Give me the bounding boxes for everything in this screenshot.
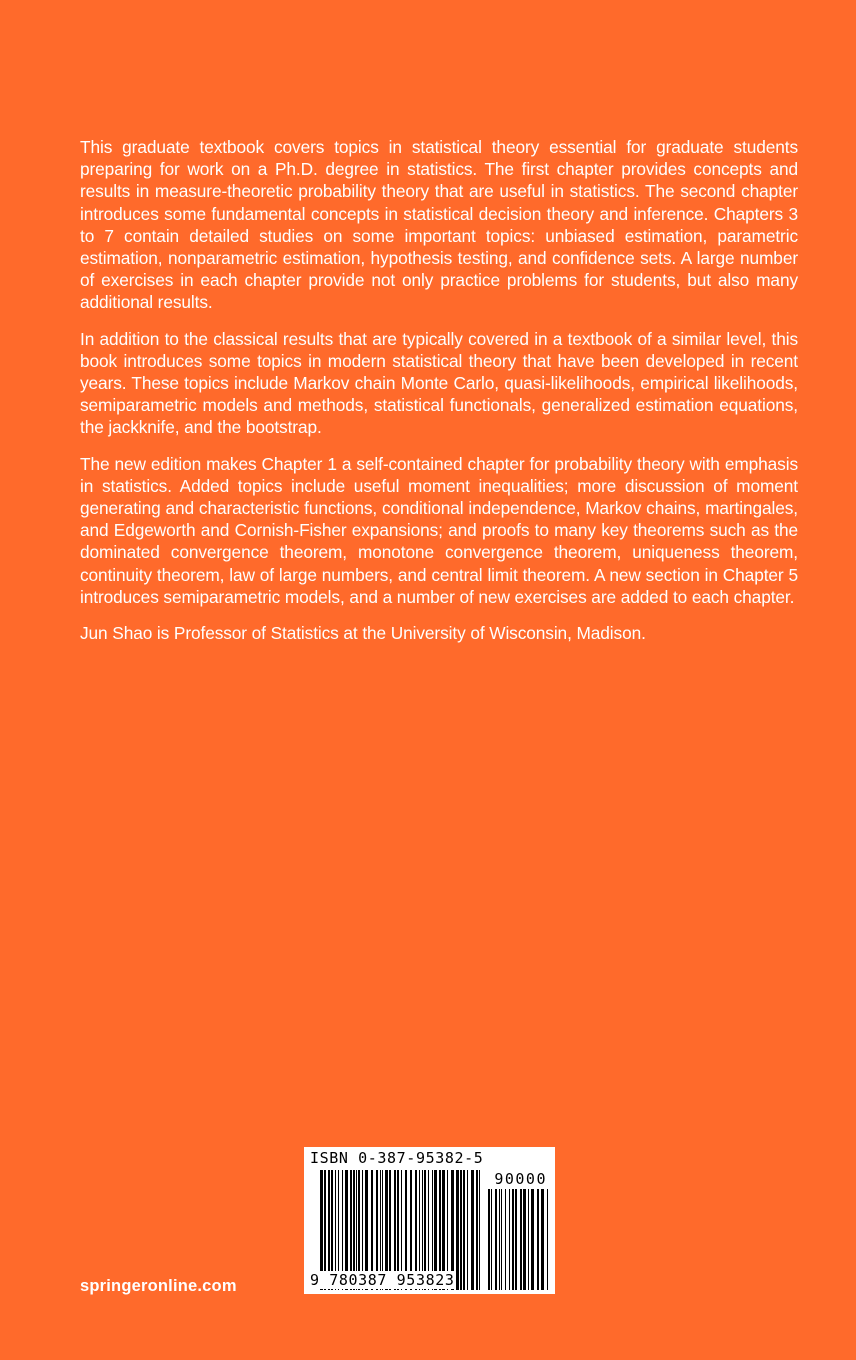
barcode-bar	[488, 1189, 490, 1290]
isbn-label: ISBN 0-387-95382-5	[310, 1149, 484, 1167]
barcode-bar	[515, 1189, 517, 1290]
barcode-bar	[512, 1189, 514, 1290]
barcode-bar	[528, 1189, 529, 1290]
ean-digits: 9 780387 953823	[310, 1271, 455, 1289]
description-paragraph-1: This graduate textbook covers topics in statistical theory essential for graduate students preparing for work on a Ph.D. degree in statistics. The first chapter provides concepts and results in measure-theoretic probability theory that are useful in statistics. The second chapter introduces some fundamental concepts in statistical decision theory and inference. Chapters 3 to 7 contain detailed studies on some important topics: unbiased estimation, parametric estimation, nonparametric estimation, hypothesis testing, and confidence sets. A large number of exercises in each chapter provide not only practice problems for students, but also many additional results.	[80, 137, 798, 313]
barcode-bar	[499, 1189, 500, 1290]
publisher-website: springeronline.com	[80, 1277, 237, 1295]
barcode-bar	[471, 1170, 474, 1290]
barcode-bar	[531, 1189, 534, 1290]
barcode-bar	[537, 1189, 539, 1290]
barcode-bar	[495, 1189, 497, 1290]
description-block	[80, 136, 798, 658]
barcode-bar	[467, 1170, 468, 1290]
barcode-bar	[520, 1189, 522, 1290]
author-bio: Jun Shao is Professor of Statistics at the University of Wisconsin, Madison.	[80, 623, 646, 644]
barcode-bar	[505, 1189, 506, 1290]
price-code: 90000	[494, 1170, 547, 1188]
barcode-bar	[541, 1189, 544, 1290]
isbn-barcode	[304, 1147, 555, 1294]
barcode-bar	[523, 1189, 526, 1290]
barcode-bar	[460, 1170, 462, 1290]
barcode-bar	[491, 1189, 492, 1290]
barcode-bar	[463, 1170, 465, 1290]
barcode-bar	[479, 1170, 480, 1290]
barcode-bar	[509, 1189, 510, 1290]
barcode-bar	[476, 1170, 478, 1290]
barcode-addon-bars	[488, 1189, 548, 1290]
description-paragraph-2: In addition to the classical results that are typically covered in a textbook of a similar level, this book introduces some topics in modern statistical theory that have been developed in recent years. These topics include Markov chain Monte Carlo, quasi-likelihoods, empirical likelihoods, semiparametric models and methods, statistical functionals, generalized estimation equations, the jackknife, and the bootstrap.	[80, 328, 798, 438]
barcode-bar	[547, 1189, 548, 1290]
barcode-bar	[501, 1189, 502, 1290]
description-paragraph-3: The new edition makes Chapter 1 a self-contained chapter for probability theory with emphasis in statistics. Added topics include useful moment inequalities; more discussion of moment generating and characteristic functions, conditional independence, Markov chains, martingales, and Edgeworth and Cornish-Fisher expansions; and proofs to many key theorems such as the dominated convergence theorem, monotone convergence theorem, uniqueness theorem, continuity theorem, law of large numbers, and central limit theorem. A new section in Chapter 5 introduces semiparametric models, and a number of new exercises are added to each chapter.	[80, 453, 798, 607]
